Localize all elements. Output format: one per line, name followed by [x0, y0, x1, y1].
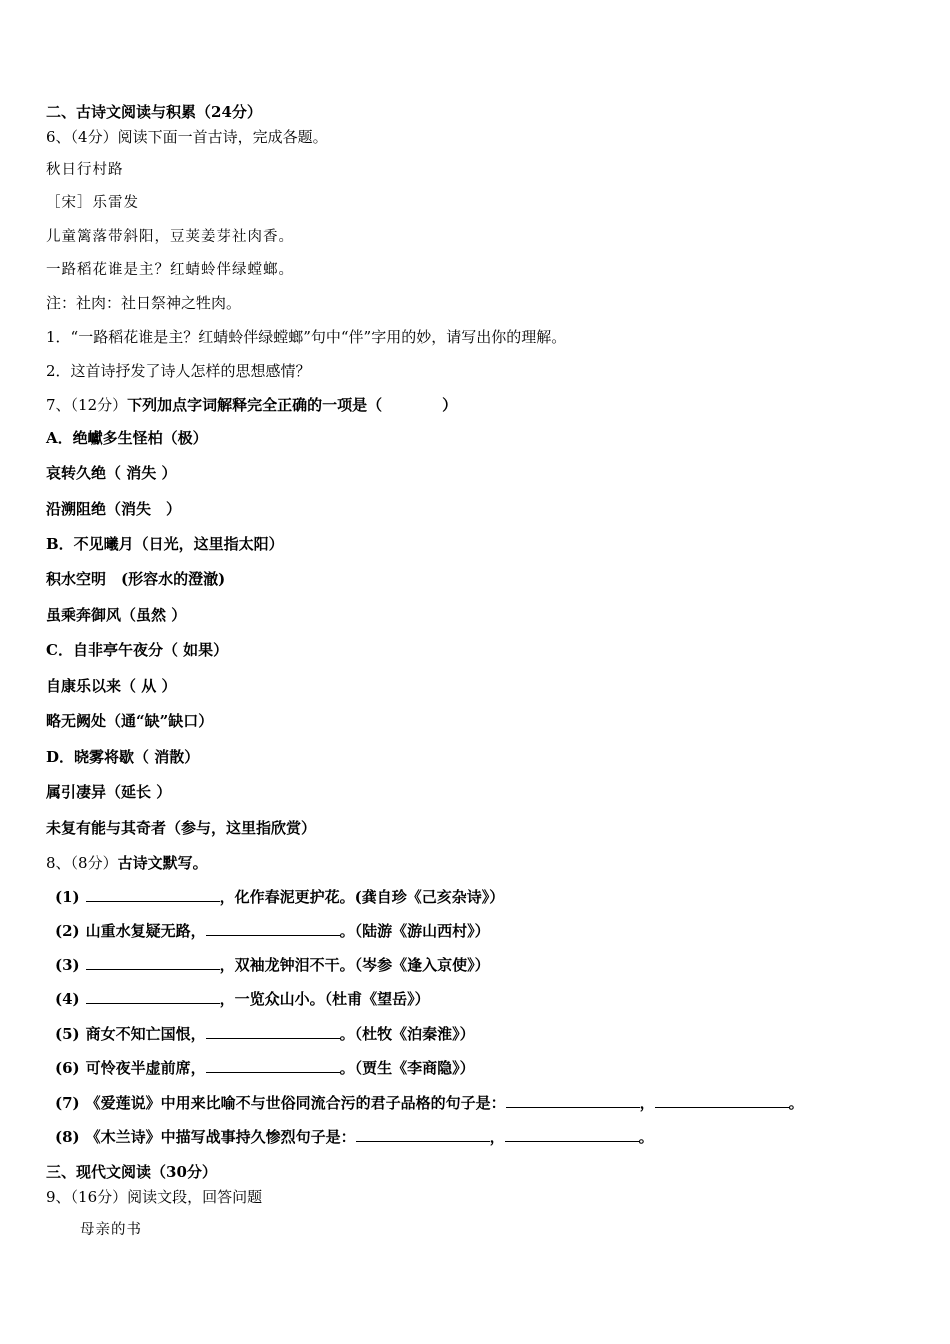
q6-sub2: 2．这首诗抒发了诗人怎样的思想感情？ [46, 362, 311, 380]
q7-option-line: 属引凄异（延长 ） [46, 783, 172, 801]
q7-option-line: A．绝巘多生怪柏（极） [46, 429, 208, 447]
section3-heading: 三、现代文阅读（30分） [46, 1163, 217, 1181]
answer-blank[interactable] [86, 887, 220, 902]
q8-item-1: (1) ，化作春泥更护花。(龚自珍《己亥杂诗》） [55, 888, 505, 906]
answer-blank[interactable] [655, 1093, 789, 1108]
poem-note: 注：社肉：社日祭神之牲肉。 [46, 294, 242, 312]
answer-blank[interactable] [206, 921, 340, 936]
q8-item-4: (4) ，一览众山小。（杜甫《望岳》） [55, 990, 430, 1008]
q6-prompt: 6、（4分）阅读下面一首古诗，完成各题。 [46, 128, 328, 146]
q8-item-3: (3) ，双袖龙钟泪不干。（岑参《逢入京使》） [55, 956, 490, 974]
poem-line-1: 儿童篱落带斜阳，豆荚姜芽社肉香。 [46, 229, 294, 245]
q7-option-line: D．晓雾将歇（ 消散） [46, 748, 200, 766]
q7-header [46, 395, 457, 415]
q8-item-7: (7) 《爱莲说》中用来比喻不与世俗同流合污的君子品格的句子是： ， 。 [55, 1094, 804, 1112]
q7-option-line: C．自非亭午夜分（ 如果） [46, 641, 229, 659]
q7-option-line: 虽乘奔御风（虽然 ） [46, 606, 187, 624]
q8-prefix: 8、（8分） [46, 854, 118, 872]
q7-prompt: 下列加点字词解释完全正确的一项是（ ） [127, 396, 458, 414]
answer-blank[interactable] [206, 1024, 340, 1039]
answer-blank[interactable] [505, 1127, 639, 1142]
answer-blank[interactable] [86, 955, 220, 970]
answer-blank[interactable] [206, 1058, 340, 1073]
q7-option-line: 未复有能与其奇者（参与，这里指欣赏） [46, 819, 317, 837]
answer-blank[interactable] [506, 1093, 640, 1108]
q7-option-line: 沿溯阻绝（消失 ） [46, 500, 182, 518]
poem-line-2: 一路稻花谁是主？红蜻蛉伴绿螳螂。 [46, 262, 294, 278]
q8-item-2: (2) 山重水复疑无路， 。（陆游《游山西村》） [55, 922, 490, 940]
q7-prefix: 7、（12分） [46, 396, 128, 414]
poem-author: ［宋］乐雷发 [46, 195, 139, 211]
poem-title: 秋日行村路 [46, 162, 124, 178]
q8-header [46, 853, 208, 873]
q8-item-5: (5) 商女不知亡国恨， 。（杜牧《泊秦淮》） [55, 1025, 475, 1043]
passage-title: 母亲的书 [80, 1222, 142, 1238]
q6-sub1: 1．“一路稻花谁是主？红蜻蛉伴绿螳螂”句中“伴”字用的妙，请写出你的理解。 [46, 328, 567, 346]
q8-item-6: (6) 可怜夜半虚前席， 。（贾生《李商隐》） [55, 1059, 475, 1077]
q9-prompt: 9、（16分）阅读文段，回答问题 [46, 1188, 263, 1206]
q7-option-line: 积水空明 (形容水的澄澈) [46, 570, 226, 588]
q7-option-line: 哀转久绝（ 消失 ） [46, 464, 177, 482]
q7-option-line: 自康乐以来（ 从 ） [46, 677, 177, 695]
section2-heading: 二、古诗文阅读与积累（24分） [46, 103, 262, 121]
answer-blank[interactable] [356, 1127, 490, 1142]
q8-item-8: (8) 《木兰诗》中描写战事持久惨烈句子是： ， 。 [55, 1128, 654, 1146]
q8-prompt: 古诗文默写。 [117, 854, 208, 872]
q7-option-line: 略无阙处（通“缺”缺口） [46, 712, 214, 730]
answer-blank[interactable] [86, 989, 220, 1004]
q7-option-line: B．不见曦月（日光，这里指太阳） [46, 535, 284, 553]
